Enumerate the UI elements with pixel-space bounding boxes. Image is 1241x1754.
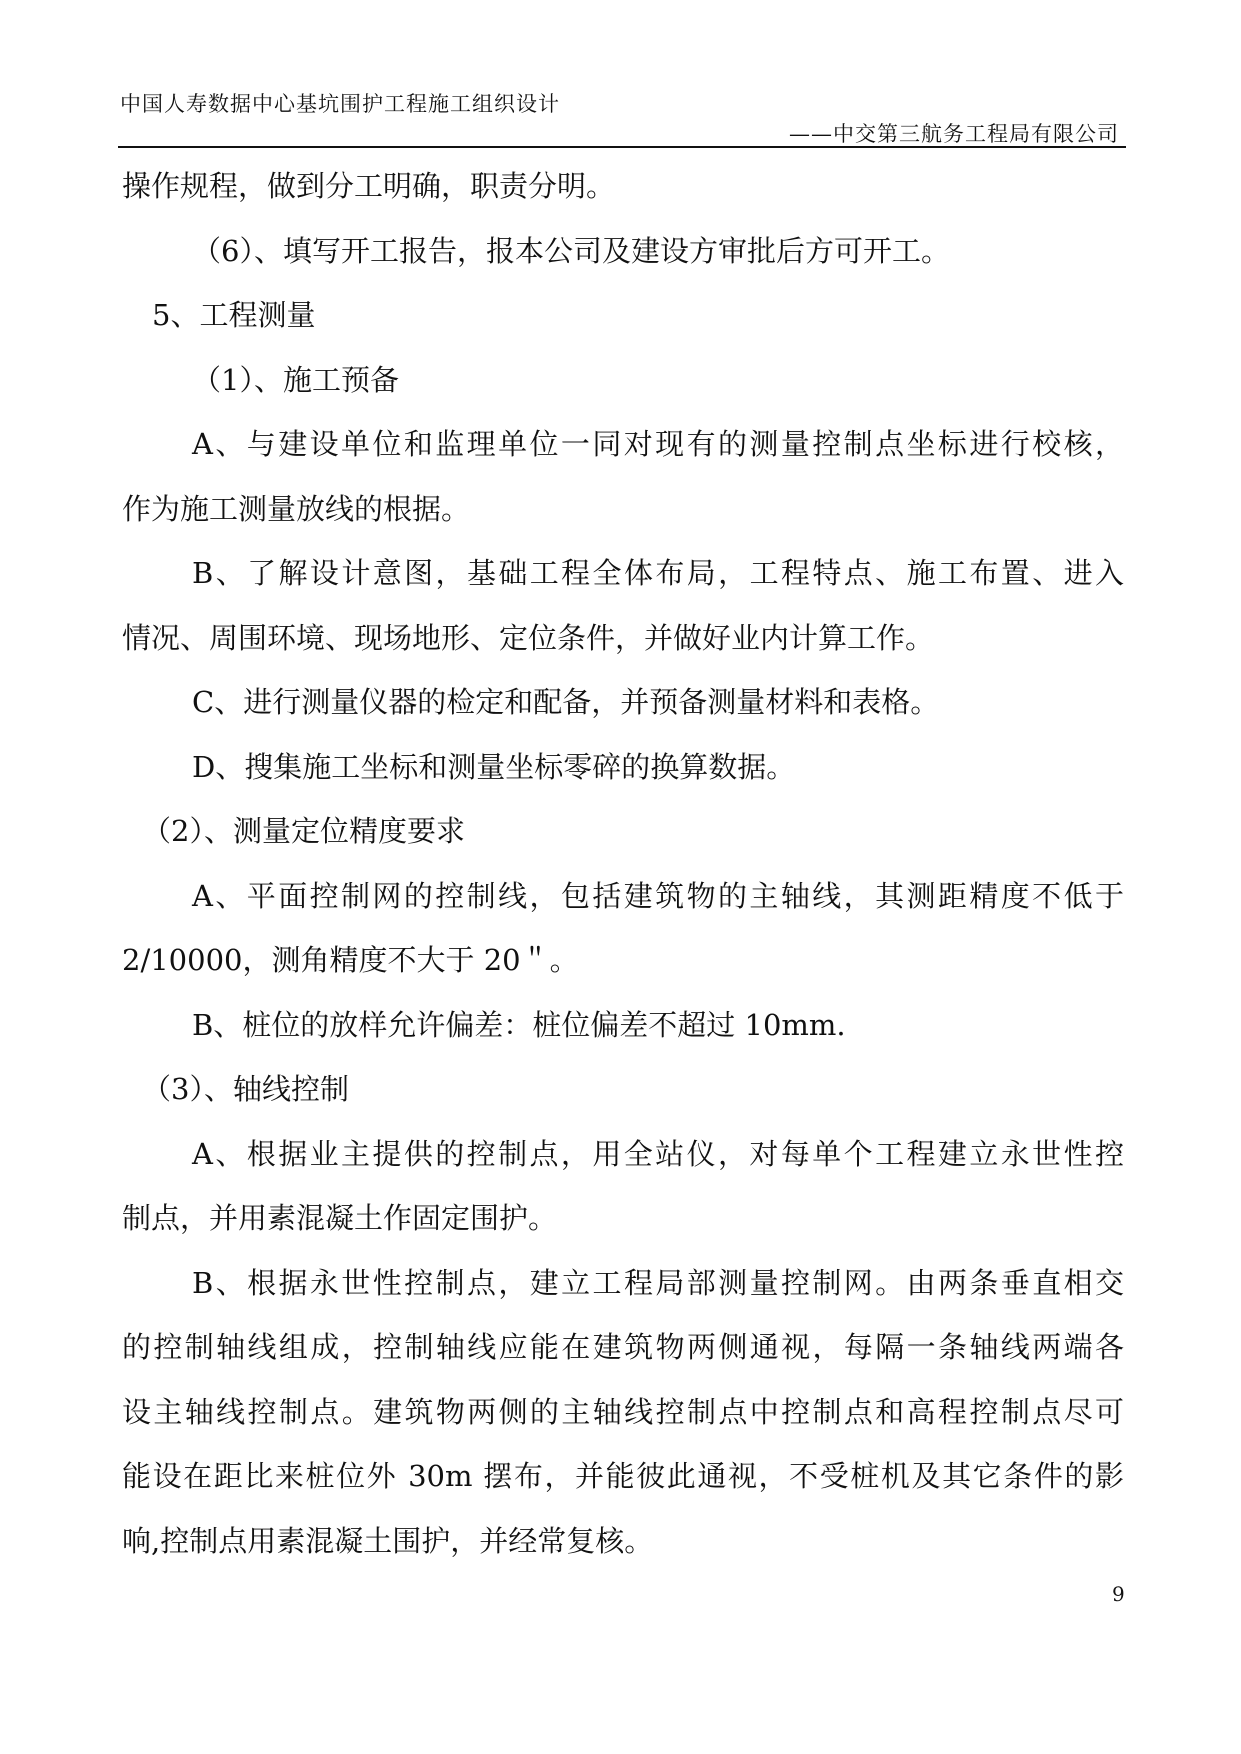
subsection-heading: （2）、测量定位精度要求 — [142, 814, 465, 848]
paragraph-line: D、搜集施工坐标和测量坐标零碎的换算数据。 — [192, 749, 796, 784]
paragraph-line: A、根据业主提供的控制点，用全站仪，对每单个工程建立永世性控 — [192, 1136, 1124, 1171]
header-divider — [118, 146, 1126, 148]
header-company-name: ——中交第三航务工程局有限公司 — [789, 122, 1119, 146]
paragraph-line: B、桩位的放样允许偏差：桩位偏差不超过 10mm. — [192, 1007, 846, 1042]
paragraph-line: 的控制轴线组成，控制轴线应能在建筑物两侧通视，每隔一条轴线两端各 — [122, 1330, 1124, 1364]
page-number: 9 — [1112, 1582, 1125, 1606]
paragraph-line: C、进行测量仪器的检定和配备，并预备测量材料和表格。 — [192, 685, 940, 719]
paragraph-line: 操作规程，做到分工明确，职责分明。 — [122, 169, 616, 203]
subsection-heading: （1）、施工预备 — [192, 362, 399, 397]
paragraph-line: A、与建设单位和监理单位一同对现有的测量控制点坐标进行校核， — [192, 427, 1124, 461]
header-document-title: 中国人寿数据中心基坑围护工程施工组织设计 — [120, 92, 560, 116]
paragraph-line: A、平面控制网的控制线，包括建筑物的主轴线，其测距精度不低于 — [192, 878, 1124, 913]
paragraph-line: B、根据永世性控制点，建立工程局部测量控制网。由两条垂直相交 — [192, 1265, 1124, 1300]
paragraph-line: 能设在距比来桩位外 30m 摆布，并能彼此通视，不受桩机及其它条件的影 — [122, 1459, 1124, 1493]
subsection-heading: （3）、轴线控制 — [142, 1072, 349, 1106]
paragraph-line: 2/10000，测角精度不大于 20＂。 — [122, 943, 579, 977]
section-heading: 5、工程测量 — [152, 298, 316, 332]
paragraph-line: 制点，并用素混凝土作固定围护。 — [122, 1201, 558, 1235]
paragraph-line: 响,控制点用素混凝土围护，并经常复核。 — [122, 1523, 654, 1558]
paragraph-line: （6）、填写开工报告，报本公司及建设方审批后方可开工。 — [192, 233, 950, 268]
paragraph-line: 设主轴线控制点。建筑物两侧的主轴线控制点中控制点和高程控制点尽可 — [122, 1394, 1124, 1429]
paragraph-line: 情况、周围环境、现场地形、定位条件，并做好业内计算工作。 — [122, 620, 935, 655]
paragraph-line: 作为施工测量放线的根据。 — [122, 491, 471, 526]
document-body — [122, 154, 1124, 1573]
paragraph-line: B、了解设计意图，基础工程全体布局，工程特点、施工布置、进入 — [192, 556, 1124, 590]
